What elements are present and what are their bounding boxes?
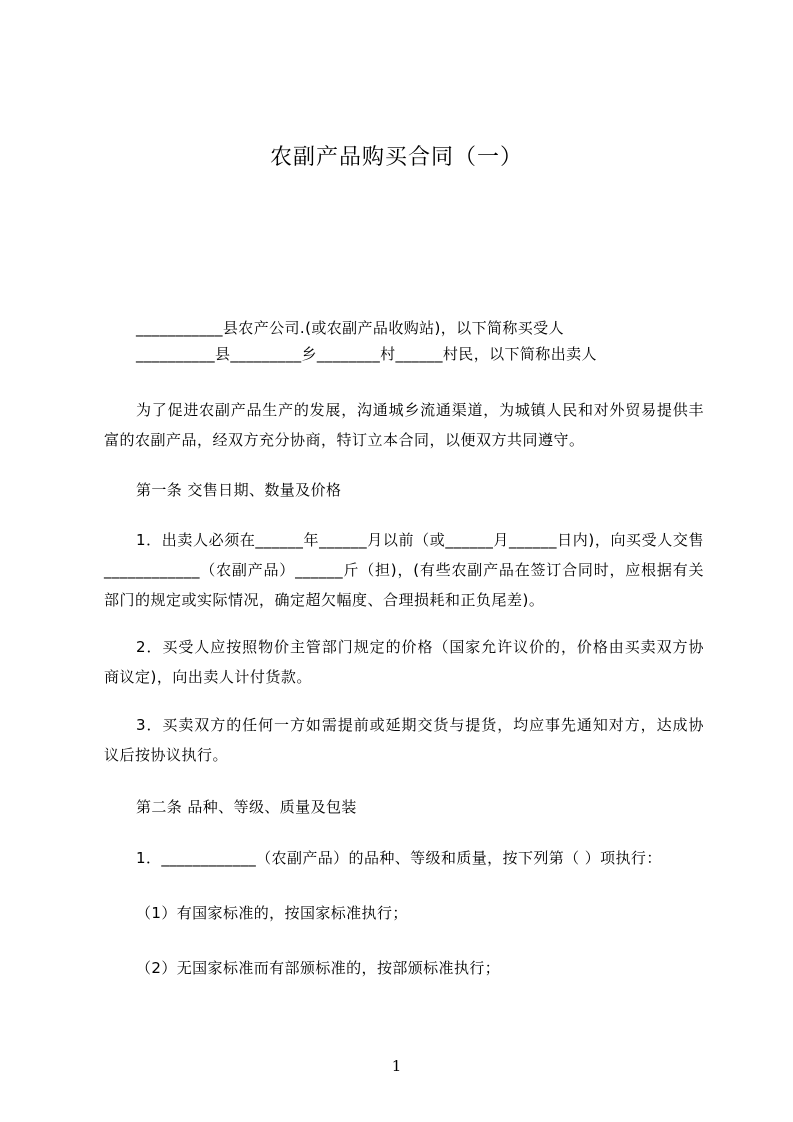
preamble-paragraph: 为了促进农副产品生产的发展，沟通城乡流通渠道，为城镇人民和对外贸易提供丰富的农副产品，经双方充分协商，特订立本合同，以便双方共同遵守。 bbox=[104, 401, 704, 449]
article-1-item-3: 3．买卖双方的任何一方如需提前或延期交货与提货，均应事先通知对方，达成协议后按协议执行。 bbox=[104, 716, 704, 764]
buyer-line: ___________县农产公司.(或农副产品收购站)，以下简称买受人 bbox=[136, 319, 564, 337]
article-2-item-1: 1．____________（农副产品）的品种、等级和质量，按下列第（ ）项执行： bbox=[136, 849, 662, 867]
contract-title: 农副产品购买合同（一） bbox=[269, 145, 523, 170]
article-2-item-1-option-1: （1）有国家标准的，按国家标准执行； bbox=[136, 904, 408, 922]
page-number: 1 bbox=[391, 1057, 402, 1075]
article-2-item-1-option-2: （2）无国家标准而有部颁标准的，按部颁标准执行； bbox=[136, 959, 501, 977]
article-1-item-1: 1．出卖人必须在______年______月以前（或______月______日内)，向买受人交售____________（农副产品）______斤（担)，(有些农副产品在签订合同时，应根据有关部门的规定或实际情况，确定超欠幅度、合理损耗和正负尾差)。 bbox=[104, 531, 704, 609]
article-1-heading: 第一条 交售日期、数量及价格 bbox=[136, 481, 342, 499]
seller-line: __________县_________乡________村______村民，以下简称出卖人 bbox=[136, 345, 597, 363]
article-1-item-2: 2．买受人应按照物价主管部门规定的价格（国家允许议价的，价格由买卖双方协商议定)，向出卖人计付货款。 bbox=[104, 638, 704, 686]
article-2-heading: 第二条 品种、等级、质量及包装 bbox=[136, 798, 357, 816]
